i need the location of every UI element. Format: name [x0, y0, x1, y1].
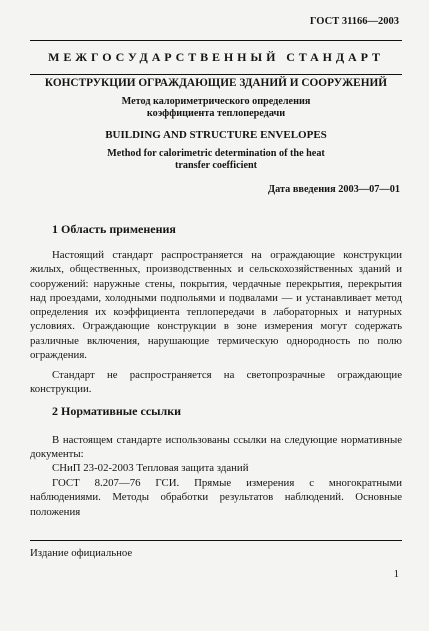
title-ru-sub [30, 96, 402, 120]
page-number: 1 [393, 568, 399, 580]
edition-label: Издание официальное [30, 547, 133, 559]
section-1-paragraph-2: Стандарт не распространяется на светопрозрачные ограждающие конструкции. [30, 369, 402, 396]
top-rule [30, 40, 402, 41]
section-2-paragraph-1: В настоящем стандарте использованы ссылки на следующие нормативные документы: [30, 434, 402, 461]
title-en-sub [30, 148, 402, 172]
banner-rule [30, 74, 402, 75]
section-1-paragraph-1: Настоящий стандарт распространяется на ограждающие конструкции жилых, общественных, производственных и сельскохозяйственных зданий и сооружений: наружные стены, покрытия, чердачные перекрытия, перекрытия над проездами, холодными подпольями и подвалами — и устанавливает метод определения их коэффициента теплопередачи в лабораторных и натурных условиях. Ограждающие конструкции в зоне измерения могут содержать различные включения, нарушающие термическую однородность по полю ограждения. [30, 249, 402, 362]
title-en-main: BUILDING AND STRUCTURE ENVELOPES [105, 129, 327, 141]
footer-rule [30, 540, 402, 541]
title-en-sub-text: Method for calorimetric determination of the heat transfer coefficient [107, 148, 325, 171]
reference-gost: ГОСТ 8.207—76 ГСИ. Прямые измерения с многократными наблюдениями. Методы обработки результатов наблюдений. Основные положения [30, 477, 402, 518]
introduction-date: Дата введения 2003—07—01 [268, 184, 400, 195]
reference-snip: СНиП 23-02-2003 Тепловая защита зданий [52, 462, 249, 474]
standard-banner: МЕЖГОСУДАРСТВЕННЫЙ СТАНДАРТ [48, 50, 384, 64]
gost-number: ГОСТ 31166—2003 [309, 16, 399, 27]
title-ru-main: КОНСТРУКЦИИ ОГРАЖДАЮЩИЕ ЗДАНИЙ И СООРУЖЕНИЙ [44, 77, 388, 89]
section-2-heading: 2 Нормативные ссылки [52, 404, 182, 418]
section-1-heading: 1 Область применения [52, 222, 176, 236]
title-ru-sub-text: Метод калориметрического определения коэффициента теплопередачи [121, 96, 311, 119]
